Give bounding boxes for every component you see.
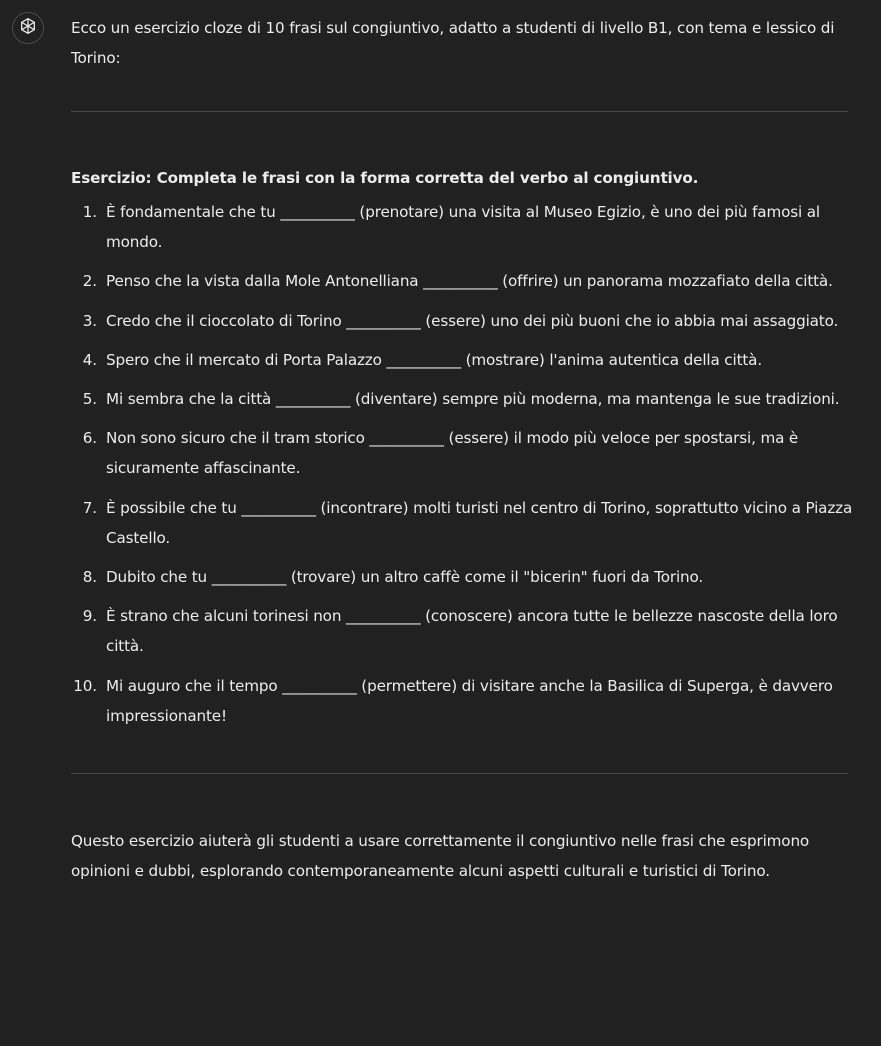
exercise-item-text: Dubito che tu __________ (trovare) un altro caffè come il "bicerin" fuori da Torino. — [106, 568, 704, 587]
exercise-list — [71, 197, 861, 731]
divider — [71, 111, 848, 112]
exercise-item-text: È possibile che tu __________ (incontrare) molti turisti nel centro di Torino, soprattutto vicino a Piazza Castello. — [106, 498, 853, 547]
exercise-item: 2. Penso che la vista dalla Mole Antonelliana __________ (offrire) un panorama mozzafiato della città. — [82, 272, 833, 291]
assistant-avatar — [12, 12, 44, 44]
exercise-item-text: Mi auguro che il tempo __________ (permettere) di visitare anche la Basilica di Superga, è davvero impressionante! — [106, 676, 833, 725]
exercise-heading: Esercizio: Completa le frasi con la forma corretta del verbo al congiuntivo. — [71, 169, 699, 187]
divider — [71, 773, 848, 774]
exercise-item-text: È strano che alcuni torinesi non __________ (conoscere) ancora tutte le bellezze nascoste della loro città. — [106, 607, 838, 656]
openai-logo-icon — [18, 16, 38, 40]
exercise-item: 7. È possibile che tu __________ (incontrare) molti turisti nel centro di Torino, soprattutto vicino a Piazza Castello. — [82, 498, 853, 547]
exercise-item-text: Credo che il cioccolato di Torino __________ (essere) uno dei più buoni che io abbia mai assaggiato. — [106, 311, 839, 330]
exercise-item-text: È fondamentale che tu __________ (prenotare) una visita al Museo Egizio, è uno dei più famosi al mondo. — [106, 203, 820, 251]
exercise-item: 5. Mi sembra che la città __________ (diventare) sempre più moderna, ma mantenga le sue tradizioni. — [82, 390, 840, 409]
exercise-item-text: Mi sembra che la città __________ (diventare) sempre più moderna, ma mantenga le sue tradizioni. — [106, 390, 840, 409]
outro-paragraph: Questo esercizio aiuterà gli studenti a usare correttamente il congiuntivo nelle frasi che esprimono opinioni e dubbi, esplorando contemporaneamente alcuni aspetti culturali e turistici di Torino. — [71, 831, 810, 880]
intro-paragraph: Ecco un esercizio cloze di 10 frasi sul congiuntivo, adatto a studenti di livello B1, con tema e lessico di Torino: — [71, 19, 835, 67]
exercise-item: 3. Credo che il cioccolato di Torino __________ (essere) uno dei più buoni che io abbia mai assaggiato. — [82, 311, 839, 330]
exercise-item: 10. Mi auguro che il tempo __________ (permettere) di visitare anche la Basilica di Superga, è davvero impressionante! — [73, 676, 833, 725]
exercise-item: 9. È strano che alcuni torinesi non __________ (conoscere) ancora tutte le bellezze nascoste della loro città. — [82, 607, 838, 656]
assistant-message — [71, 13, 861, 886]
exercise-item: 8. Dubito che tu __________ (trovare) un altro caffè come il "bicerin" fuori da Torino. — [82, 568, 704, 587]
exercise-item-text: Penso che la vista dalla Mole Antonelliana __________ (offrire) un panorama mozzafiato della città. — [106, 272, 833, 291]
exercise-item-text: Non sono sicuro che il tram storico __________ (essere) il modo più veloce per spostarsi, ma è sicuramente affascinante. — [106, 429, 799, 478]
exercise-item-text: Spero che il mercato di Porta Palazzo __________ (mostrare) l'anima autentica della città. — [106, 350, 763, 369]
exercise-item: 6. Non sono sicuro che il tram storico __________ (essere) il modo più veloce per spostarsi, ma è sicuramente affascinante. — [82, 429, 799, 478]
exercise-item: 1. È fondamentale che tu __________ (prenotare) una visita al Museo Egizio, è uno dei più famosi al mondo. — [82, 203, 820, 251]
exercise-item: 4. Spero che il mercato di Porta Palazzo __________ (mostrare) l'anima autentica della città. — [82, 350, 763, 369]
